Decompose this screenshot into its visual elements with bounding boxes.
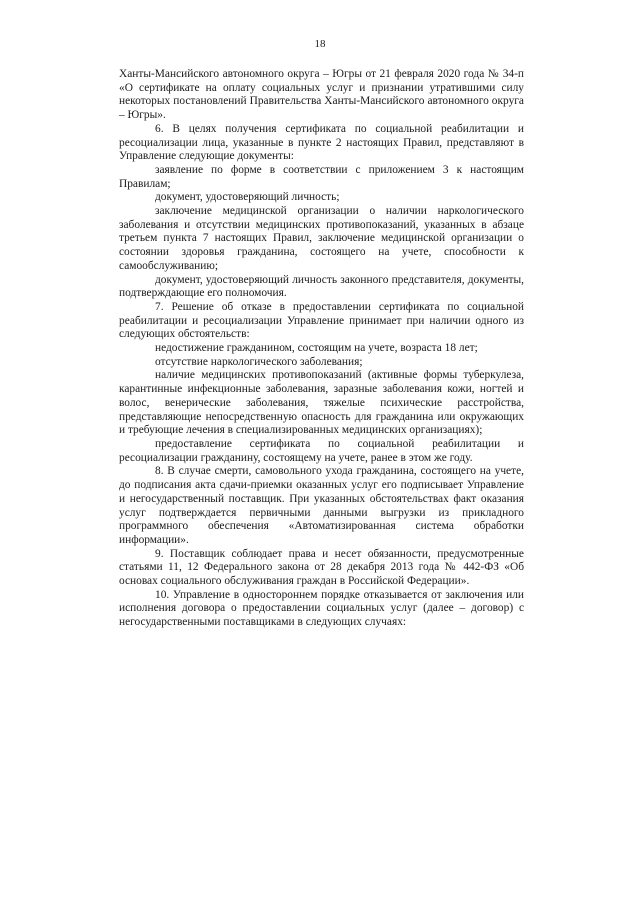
paragraph-item-8: 8. В случае смерти, самовольного ухода гражданина, состоящего на учете, до подписания акта сдачи-приемки оказанных услуг его подписывает Управление и негосударственный поставщик. При указанных обстоятельствах факт оказания услуг подтверждается первичными данными выгрузки из прикладного программного обеспечения «Автоматизированная система обработки информации». <box>119 465 524 546</box>
paragraph-identity-document: документ, удостоверяющий личность; <box>155 191 340 204</box>
paragraph-no-disease: отсутствие наркологического заболевания; <box>155 355 363 368</box>
paragraph-continuation: Ханты-Мансийского автономного округа – Югры от 21 февраля 2020 года № 34-п «О сертификате на оплату социальных услуг и признании утратившими силу некоторых постановлений Правительства Ханты-Мансийского автономного округа – Югры». <box>119 68 524 122</box>
document-body <box>119 68 524 630</box>
paragraph-item-7: 7. Решение об отказе в предоставлении сертификата по социальной реабилитации и ресоциализации Управление принимает при наличии одного из следующих обстоятельств: <box>119 300 524 341</box>
paragraph-item-9: 9. Поставщик соблюдает права и несет обязанности, предусмотренные статьями 11, 12 Федерального закона от 28 декабря 2013 года № 442-ФЗ «Об основах социального обслуживания граждан в Российской Федерации». <box>119 547 524 588</box>
paragraph-contraindications: наличие медицинских противопоказаний (активные формы туберкулеза, карантинные инфекционные заболевания, заразные заболевания кожи, ногтей и волос, венерические заболевания, тяжелые психические расстройства, представляющие непосредственную опасность для гражданина или окружающих и требующие лечения в специализированных медицинских организациях); <box>119 369 524 437</box>
paragraph-item-10: 10. Управление в одностороннем порядке отказывается от заключения или исполнения договора о предоставлении социальных услуг (далее – договор) с негосударственными поставщиками в следующих случаях: <box>119 588 524 629</box>
paragraph-representative-document: документ, удостоверяющий личность законного представителя, документы, подтверждающие его полномочия. <box>119 273 524 300</box>
paragraph-application-form: заявление по форме в соответствии с приложением 3 к настоящим Правилам; <box>119 163 524 190</box>
paragraph-repeat-certificate: предоставление сертификата по социальной реабилитации и ресоциализации гражданину, состоящему на учете, ранее в этом же году. <box>119 437 524 464</box>
paragraph-item-6: 6. В целях получения сертификата по социальной реабилитации и ресоциализации лица, указанные в пункте 2 настоящих Правил, представляют в Управление следующие документы: <box>119 122 524 163</box>
page-number: 18 <box>314 38 326 50</box>
paragraph-age-condition: недостижение гражданином, состоящим на учете, возраста 18 лет; <box>155 342 478 355</box>
paragraph-medical-conclusion: заключение медицинской организации о наличии наркологического заболевания и отсутствии медицинских противопоказаний, указанных в абзаце третьем пункта 7 настоящих Правил, заключение медицинской организации о состоянии здоровья гражданина, состоящего на учете, способности к самообслуживанию; <box>119 205 524 272</box>
